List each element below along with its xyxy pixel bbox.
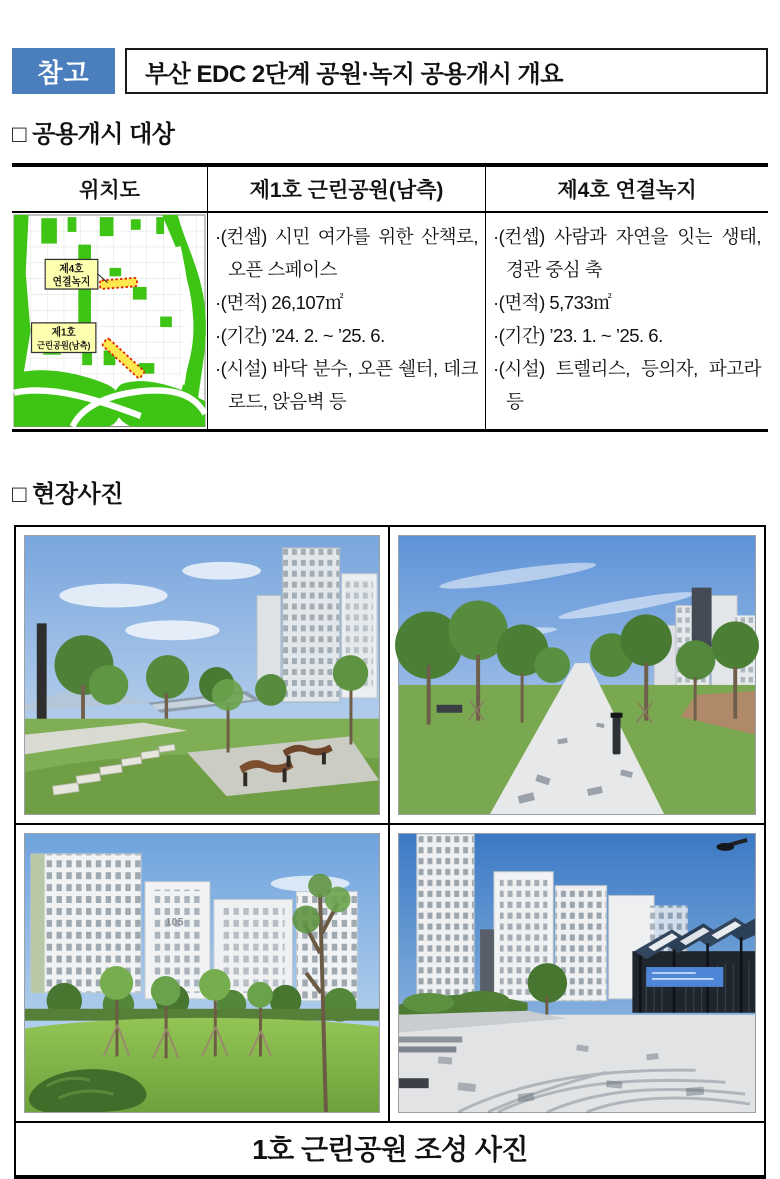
green4-period: ·(기간) ’23. 1. ~ ’25. 6. bbox=[493, 324, 663, 346]
section-heading-targets: □ 공용개시 대상 bbox=[12, 121, 175, 148]
green4-concept: ·(컨셉) 사람과 자연을 잇는 생태, 경관 중심 축 bbox=[493, 226, 761, 280]
map-label-green4-line2: 연결녹지 bbox=[52, 276, 91, 288]
photo-cell-2 bbox=[390, 527, 764, 825]
map-label-green4 bbox=[45, 259, 98, 289]
park1-facilities: ·(시설) 바닥 분수, 오픈 쉘터, 데크로드, 앉음벽 등 bbox=[215, 357, 478, 412]
reference-badge: 참고 bbox=[12, 48, 115, 94]
photo-plaza-pergola bbox=[398, 833, 756, 1113]
photo-grid-caption: 1호 근린공원 조성 사진 bbox=[16, 1121, 764, 1175]
location-map-cell bbox=[12, 213, 208, 429]
targets-table bbox=[12, 163, 768, 432]
map-label-park1-line2: 근린공원(남측) bbox=[36, 339, 91, 351]
header bbox=[12, 48, 768, 94]
bollard-light bbox=[613, 712, 621, 754]
photo-lawn-apartments bbox=[24, 833, 380, 1113]
photo-walkway bbox=[398, 535, 756, 815]
col-header-park1: 제1호 근린공원(남측) bbox=[208, 167, 486, 213]
bench bbox=[437, 704, 463, 712]
section-heading-photos: □ 현장사진 bbox=[12, 480, 123, 508]
photo-cell-4 bbox=[390, 825, 764, 1121]
green4-details-cell bbox=[486, 213, 768, 429]
park1-details-cell bbox=[208, 213, 486, 429]
map-label-park1-line1: 제1호 bbox=[51, 327, 76, 339]
map-label-park1 bbox=[32, 323, 96, 353]
location-map bbox=[14, 215, 205, 427]
photo-cell-3 bbox=[16, 825, 390, 1121]
green4-area: ·(면적) 5,733㎡ bbox=[493, 291, 612, 313]
map-label-green4-line1: 제4호 bbox=[59, 263, 84, 276]
col-header-green4: 제4호 연결녹지 bbox=[486, 167, 768, 213]
page-title: 부산 EDC 2단계 공원·녹지 공용개시 개요 bbox=[125, 48, 768, 94]
site-photo-grid bbox=[14, 525, 766, 1179]
green4-facilities: ·(시설) 트렐리스, 등의자, 파고라 등 bbox=[493, 357, 761, 412]
photo-park-loungers bbox=[24, 535, 380, 815]
park1-period: ·(기간) ’24. 2. ~ ’25. 6. bbox=[215, 324, 385, 346]
banner-sign bbox=[646, 967, 723, 987]
col-header-location-map: 위치도 bbox=[12, 167, 208, 213]
park1-area: ·(면적) 26,107㎡ bbox=[215, 291, 343, 313]
photo-cell-1 bbox=[16, 527, 390, 825]
building-number: 105 bbox=[165, 915, 184, 928]
park1-concept: ·(컨셉) 시민 여가를 위한 산책로, 오픈 스페이스 bbox=[215, 226, 478, 280]
